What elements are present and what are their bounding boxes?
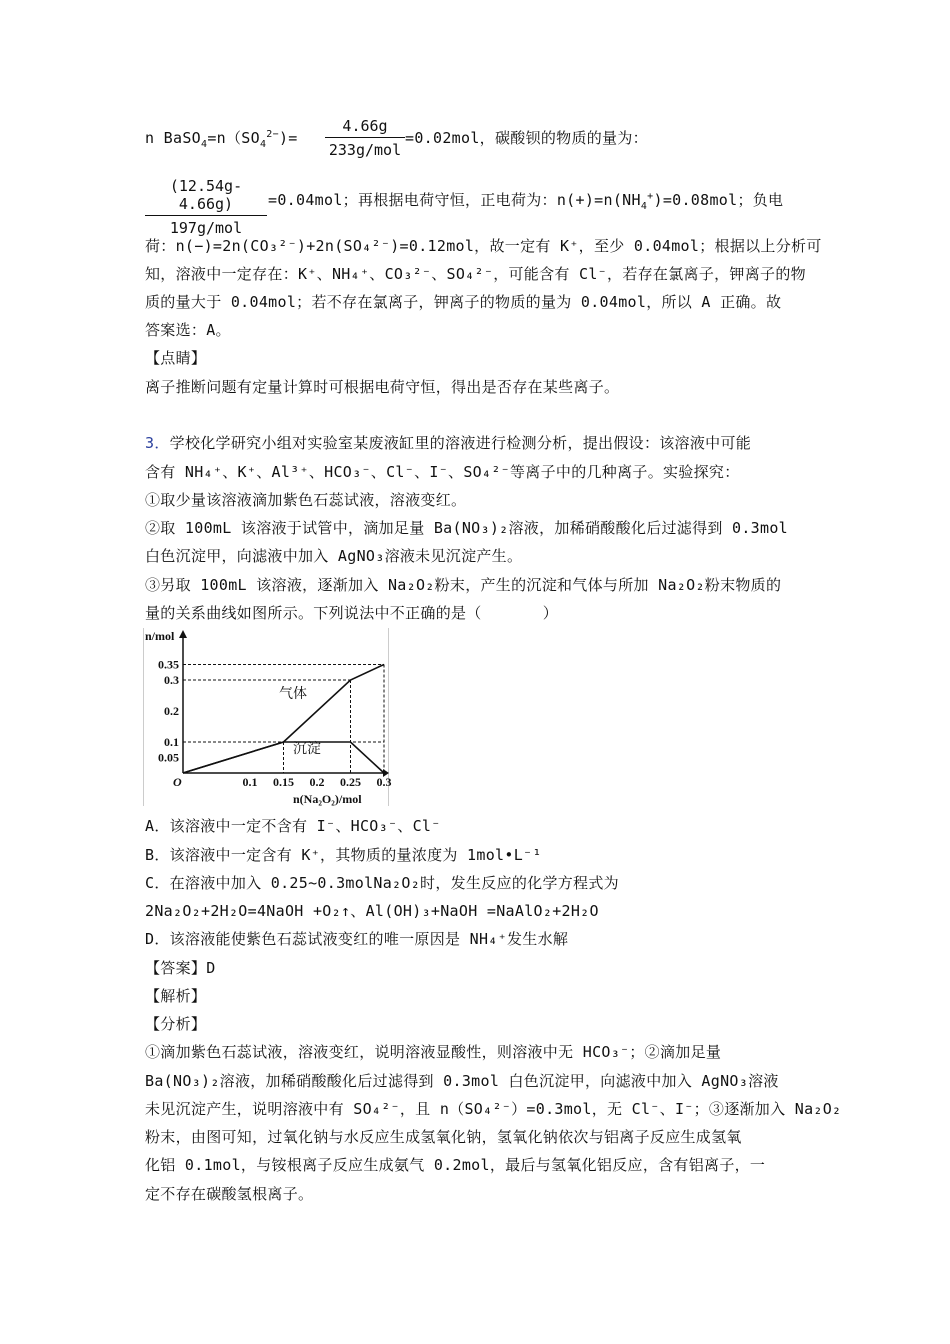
y-tick-label: 0.35 [158, 657, 179, 672]
analysis-line-5: 化铝 0.1mol，与铵根离子反应生成氨气 0.2mol，最后与氢氧化铝反应，含有铝离子，一 [145, 1156, 766, 1174]
fraction-baco3 [145, 177, 267, 237]
x-tick-label: 0.15 [273, 775, 294, 789]
option-c: C．在溶液中加入 0.25~0.3molNa₂O₂时，发生反应的化学方程式为 [145, 874, 619, 892]
y-axis-label: n/mol [145, 629, 175, 643]
series-line-gas [183, 665, 384, 774]
sub: 4 [640, 201, 648, 212]
fraction-baso4 [325, 117, 405, 159]
fraction-numerator: (12.54g-4.66g) [145, 177, 267, 216]
analysis-line-4: 粉末，由图可知，过氧化钠与水反应生成氢氧化钠，氢氧化钠依次与铝离子反应生成氢氧 [145, 1128, 742, 1146]
y-tick-label: 0.05 [158, 750, 179, 765]
step-3b: 量的关系曲线如图所示。下列说法中不正确的是（ ） [145, 604, 559, 622]
calc-line-5: 质的量大于 0.04mol；若不存在氯离子，钾离子的物质的量为 0.04mol，所以 A 正确。故 [145, 293, 782, 311]
option-a: A．该溶液中一定不含有 I⁻、HCO₃⁻、Cl⁻ [145, 817, 441, 835]
sup: + [647, 191, 654, 202]
na2o2-curve-chart [143, 628, 392, 806]
text: )=0.08mol；负电 [653, 191, 784, 209]
analysis-line-3: 未见沉淀产生，说明溶液中有 SO₄²⁻，且 n（SO₄²⁻）=0.3mol，无 Cl⁻、I⁻；③逐渐加入 Na₂O₂ [145, 1100, 842, 1118]
analysis-line-1: ①滴加紫色石蕊试液，溶液变红，说明溶液显酸性，则溶液中无 HCO₃⁻；②滴加足量 [145, 1043, 722, 1061]
text: )= [278, 129, 298, 147]
y-tick-label: 0.3 [164, 673, 179, 687]
x-tick-label: 0.3 [376, 775, 392, 789]
fraction-numerator: 4.66g [325, 117, 405, 138]
series-label-gas: 气体 [279, 686, 307, 702]
analysis-label: 【解析】 [145, 987, 207, 1005]
option-c-equation: 2Na₂O₂+2H₂O=4NaOH +O₂↑、Al(OH)₃+NaOH =NaAlO₂+2H₂O [145, 902, 599, 920]
analysis-line-2: Ba(NO₃)₂溶液，加稀硝酸酸化后过滤得到 0.3mol 白色沉淀甲，向滤液中加入 AgNO₃溶液 [145, 1072, 779, 1090]
step-2a: ②取 100mL 该溶液于试管中，滴加足量 Ba(NO₃)₂溶液，加稀硝酸酸化后过滤得到 0.3mol [145, 519, 789, 537]
calc-line-1-tail: =0.02mol，碳酸钡的物质的量为： [405, 129, 648, 147]
analysis-line-6: 定不存在碳酸氢根离子。 [145, 1185, 314, 1203]
fenxi-label: 【分析】 [145, 1015, 207, 1033]
step-1: ①取少量该溶液滴加紫色石蕊试液，溶液变红。 [145, 491, 467, 509]
question-3-stem-1 [145, 433, 751, 453]
option-b: B．该溶液中一定含有 K⁺，其物质的量浓度为 1mol•L⁻¹ [145, 846, 542, 864]
text: 学校化学研究小组对实验室某废液缸里的溶液进行检测分析，提出假设：该溶液中可能 [169, 434, 752, 452]
tip-label: 【点睛】 [145, 349, 207, 367]
x-tick-label: 0.2 [309, 775, 325, 789]
calc-line-1 [145, 128, 298, 148]
text: =n（SO [207, 129, 260, 147]
origin-label: O [173, 775, 182, 789]
step-2b: 白色沉淀甲，向滤液中加入 AgNO₃溶液未见沉淀产生。 [145, 547, 523, 565]
question-3-stem-2: 含有 NH₄⁺、K⁺、Al³⁺、HCO₃⁻、Cl⁻、I⁻、SO₄²⁻等离子中的几种离子。实验探究： [145, 463, 740, 481]
sup: 2− [266, 129, 279, 140]
option-d: D．该溶液能使紫色石蕊试液变红的唯一原因是 NH₄⁺发生水解 [145, 930, 569, 948]
calc-line-3: 荷：n(−)=2n(CO₃²⁻)+2n(SO₄²⁻)=0.12mol，故一定有 K⁺，至少 0.04mol；根据以上分析可 [145, 237, 822, 255]
calc-line-2 [268, 190, 783, 210]
x-axis-label: n(Na₂O₂)/mol [293, 792, 362, 806]
fraction-denominator: 233g/mol [328, 141, 402, 159]
text: =0.04mol；再根据电荷守恒，正电荷为：n(+)=n(NH [268, 191, 641, 209]
calc-line-4: 知，溶液中一定存在：K⁺、NH₄⁺、CO₃²⁻、SO₄²⁻，可能含有 Cl⁻，若存在氯离子，钾离子的物 [145, 265, 806, 283]
fraction-denominator: 197g/mol [169, 219, 243, 237]
answer: 【答案】D [145, 959, 216, 977]
y-tick-label: 0.2 [164, 704, 179, 718]
x-tick-label: 0.25 [340, 775, 361, 789]
calc-line-6: 答案选：A。 [145, 321, 231, 339]
y-tick-label: 0.1 [164, 735, 179, 749]
step-3a: ③另取 100mL 该溶液，逐渐加入 Na₂O₂粉末，产生的沉淀和气体与所加 Na₂O₂粉末物质的 [145, 576, 782, 594]
x-tick-label: 0.1 [242, 775, 258, 789]
text-baso: n BaSO [145, 129, 201, 147]
y-axis-arrow [179, 630, 187, 638]
sub: 4 [201, 139, 208, 150]
sub: 4 [259, 139, 267, 150]
series-label-precipitate: 沉淀 [293, 741, 321, 757]
question-number: 3． [145, 434, 170, 452]
tip-text: 离子推断问题有定量计算时可根据电荷守恒，得出是否存在某些离子。 [145, 378, 620, 396]
